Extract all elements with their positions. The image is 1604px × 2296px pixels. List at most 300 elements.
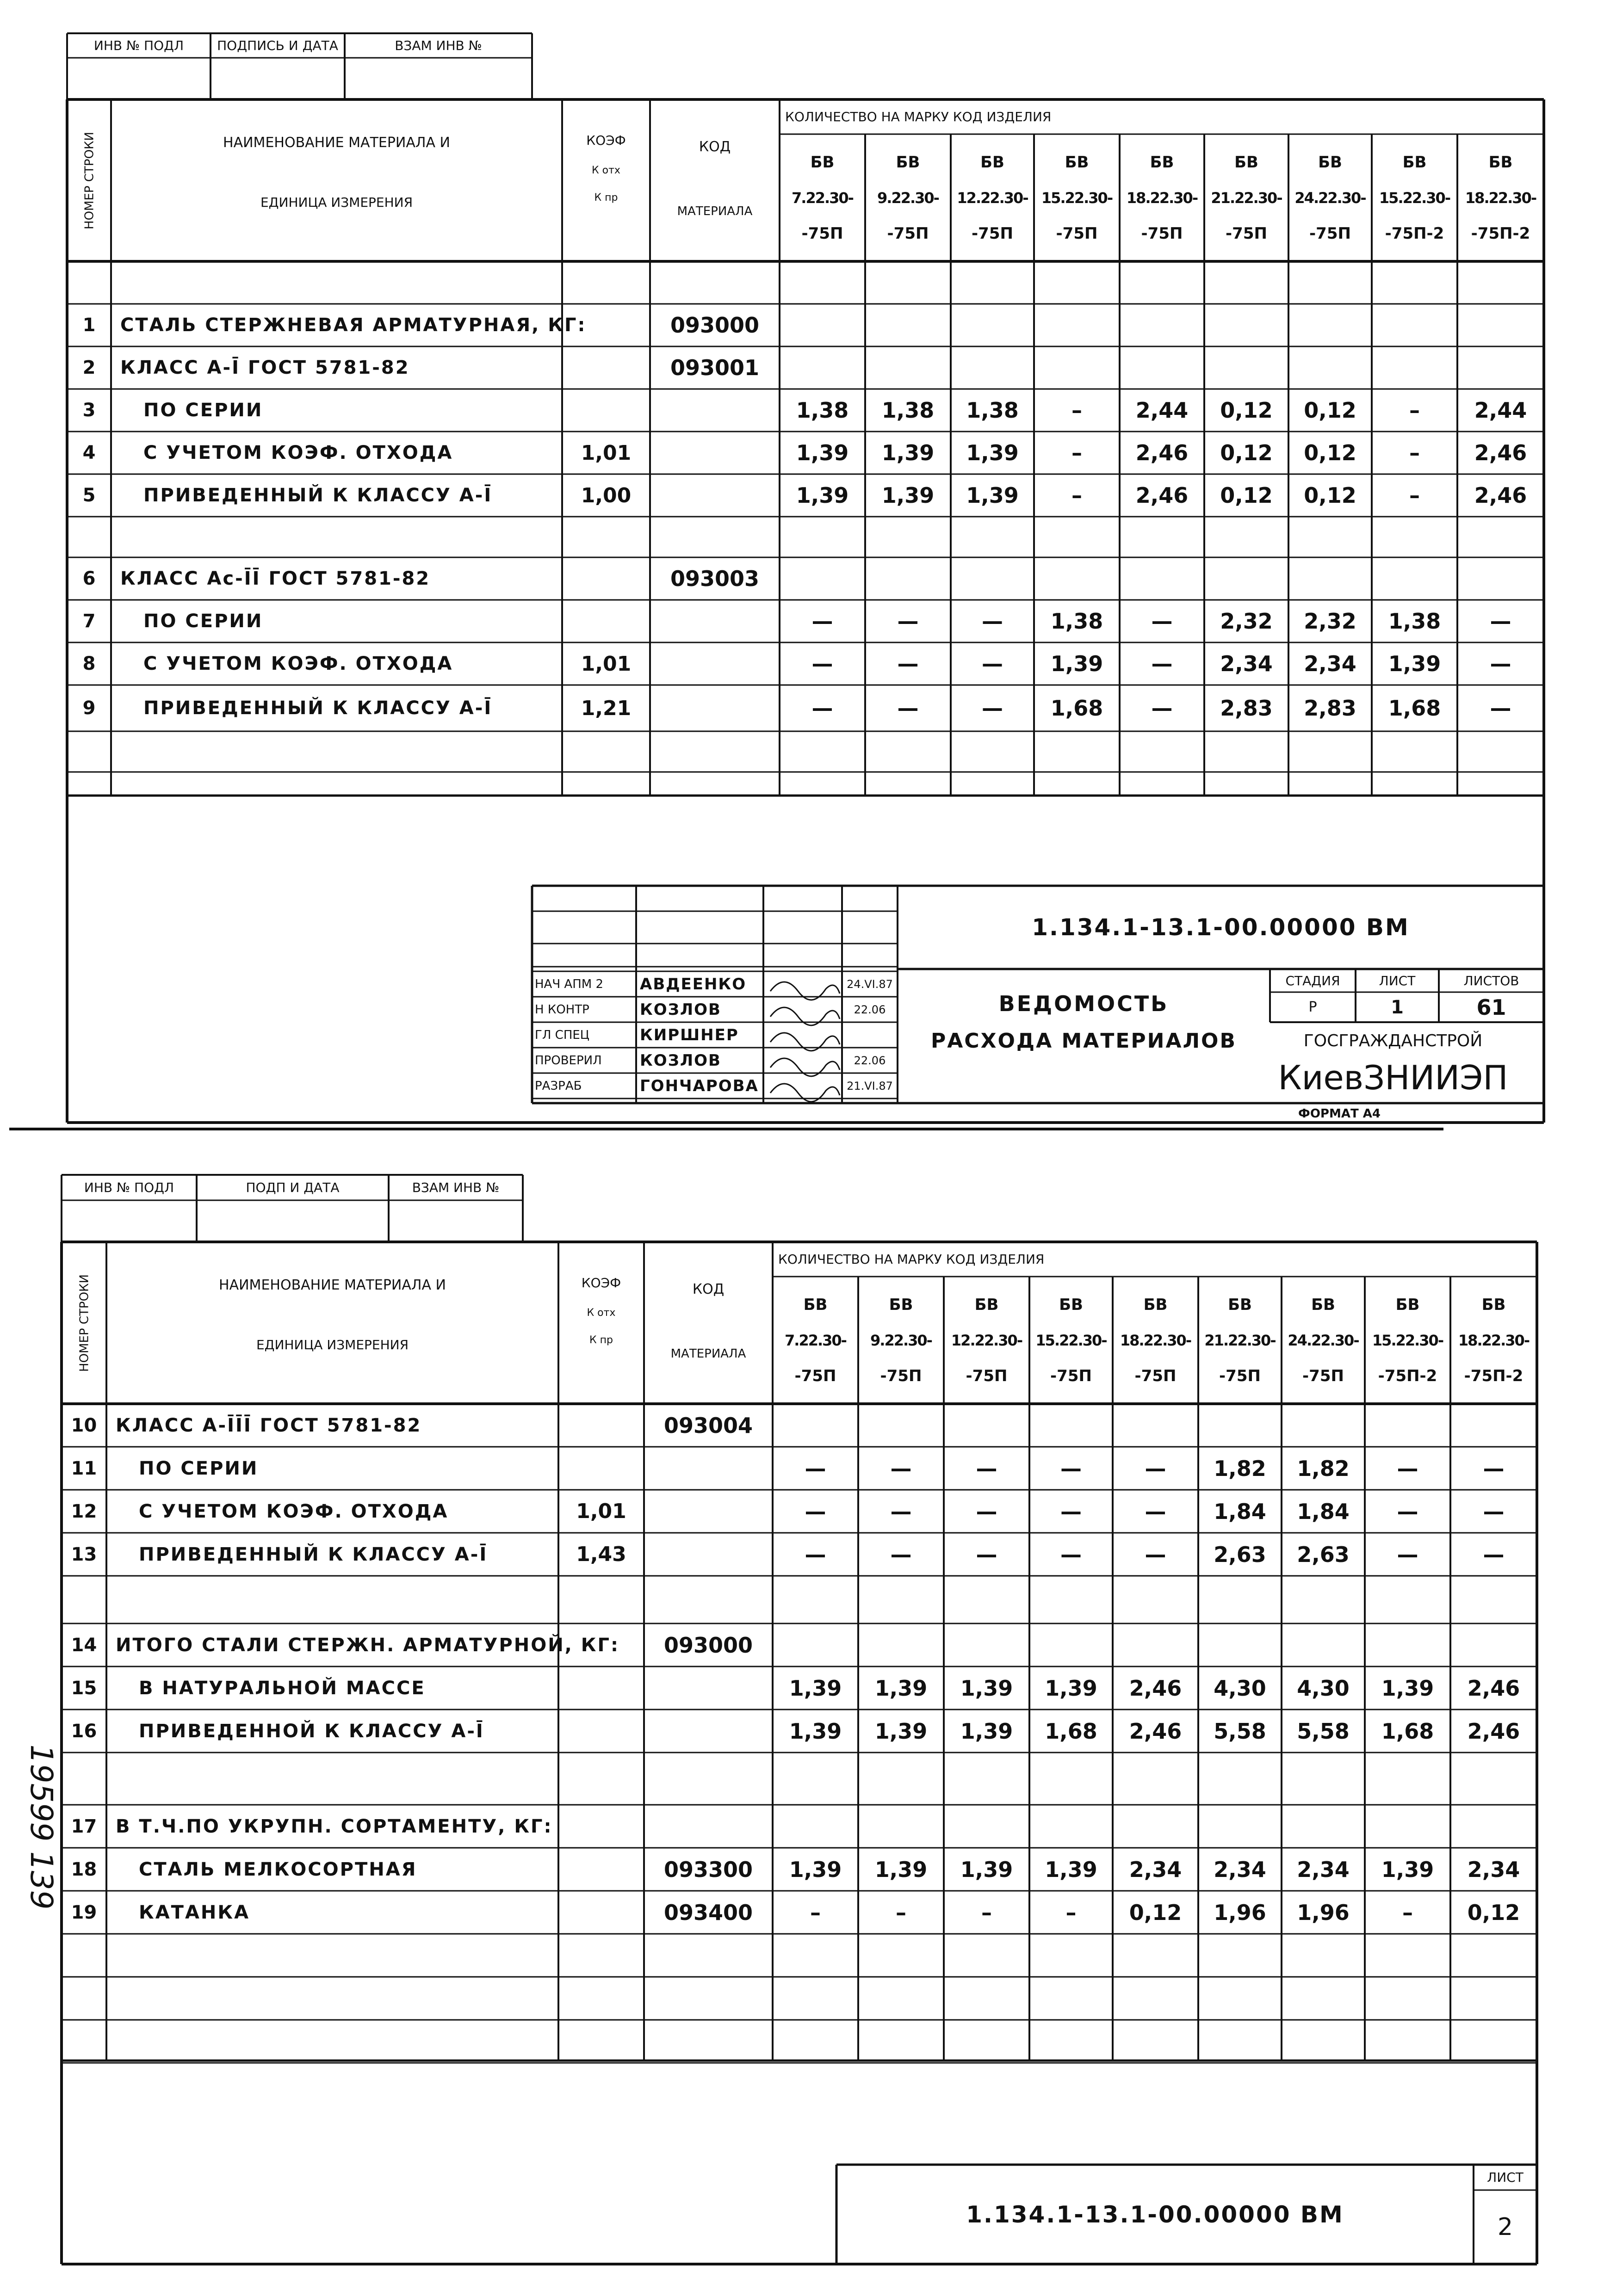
qty-value: 0,12 [1304,440,1356,465]
doc-title-line1: ВЕДОМОСТЬ [998,991,1169,1016]
mark-5-l3: -75П [1134,1366,1177,1385]
qty-value [773,1977,858,2020]
sheet-value: 1 [1391,996,1404,1018]
material-name [106,1576,558,1623]
mark-5-l1: БВ [1150,153,1174,172]
signer-name: АВДЕЕНКО [640,975,747,994]
qty-value: 2,44 [1474,398,1527,423]
qty-value: — [1060,1542,1082,1567]
qty-value: — [890,1542,912,1567]
stamp-header-1: ИНВ № ПОДЛ [93,38,184,53]
doc-code: 1.134.1-13.1-00.00000 ВМ [966,2201,1344,2228]
qty-value [1113,1404,1198,1447]
qty-value: 1,39 [1045,1675,1097,1701]
qty-value: — [1483,1499,1505,1524]
qty-value [1113,2020,1198,2063]
qty-value [1113,1805,1198,1848]
material-name: ПРИВЕДЕННЫЙ К КЛАССУ А-Ī [139,1543,488,1565]
qty-value: 5,58 [1297,1718,1350,1744]
qty-value: 1,39 [1050,651,1103,676]
row-number: 2 [82,357,96,378]
signer-name: КИРШНЕР [640,1025,739,1044]
material-name: С УЧЕТОМ КОЭФ. ОТХОДА [139,1500,449,1522]
sign-date: 22.06 [854,1054,886,1067]
qty-value: — [1060,1456,1082,1481]
qty-value: 2,32 [1304,609,1356,634]
qty-value: — [982,609,1003,634]
mark-7-l3: -75П [1309,224,1351,243]
qty-value [1029,1576,1113,1623]
qty-value: 0,12 [1220,440,1273,465]
qty-value [1365,1805,1450,1848]
code-header-line2: МАТЕРИАЛА [677,204,753,218]
qty-value [1029,1404,1113,1447]
row-number: 16 [71,1720,97,1742]
qty-value [1450,1977,1537,2020]
qty-value: 1,38 [881,398,935,423]
mark-2-l2: 9.22.30- [877,189,939,207]
qty-value: 1,82 [1214,1456,1266,1481]
qty-value [1365,1934,1450,1977]
row-number: 6 [82,568,96,589]
qty-value [1365,2020,1450,2063]
name-header-line1: НАИМЕНОВАНИЕ МАТЕРИАЛА И [219,1277,446,1293]
qty-value: — [1490,651,1511,676]
material-code [644,1934,773,1977]
qty-value: 1,39 [789,1718,842,1744]
mark-4-l3: -75П [1050,1366,1092,1385]
mark-9-l3: -75П-2 [1464,1366,1523,1385]
mark-1-l1: БВ [803,1295,828,1314]
qty-value [858,1934,944,1977]
coef-header: КОЭФ [586,132,626,148]
sheets-label: ЛИСТОВ [1463,973,1519,988]
coef-value: 1,00 [581,483,632,507]
qty-value [1029,1977,1113,2020]
material-code: 093300 [663,1857,753,1882]
qty-value: 1,39 [874,1675,928,1701]
qty-value: 1,38 [966,398,1019,423]
row-number [62,1753,106,1805]
mark-7-l1: БВ [1318,153,1342,172]
qty-value [1450,1576,1537,1623]
qty-value [858,2020,944,2063]
qty-value [1198,2020,1282,2063]
mark-3-l1: БВ [980,153,1004,172]
qty-value [944,1934,1029,1977]
code-header-line1: КОД [692,1281,725,1297]
coef-value [558,1848,644,1891]
qty-value: 1,39 [960,1718,1013,1744]
qty-value [1029,2020,1113,2063]
material-name: КЛАСС А-ĪĪĪ ГОСТ 5781-82 [116,1414,422,1436]
qty-value: 1,68 [1381,1718,1434,1744]
qty-value: – [1065,1900,1077,1925]
qty-value [1282,1977,1365,2020]
signer-role: ГЛ СПЕЦ [535,1028,589,1042]
material-code [644,1576,773,1623]
code-header-line2: МАТЕРИАЛА [670,1347,746,1361]
qty-value [944,1977,1029,2020]
mark-8-l2: 15.22.30- [1372,1331,1443,1349]
coef-value [558,2020,644,2063]
mark-7-l1: БВ [1311,1295,1335,1314]
row-number: 19 [71,1901,97,1923]
material-name [106,2020,558,2063]
qty-value [1029,1753,1113,1805]
name-header-line1: НАИМЕНОВАНИЕ МАТЕРИАЛА И [223,134,450,151]
coef-value [558,1977,644,2020]
coef-value [558,1447,644,1490]
coef-value [558,1623,644,1666]
material-code: 093004 [663,1413,753,1438]
coef-pr-header: К пр [594,192,618,204]
material-name [106,1977,558,2020]
code-header-line1: КОД [699,138,731,155]
sheets-value: 61 [1476,994,1506,1020]
material-name: КЛАСС А-Ī ГОСТ 5781-82 [120,357,410,378]
format-label: ФОРМАТ А4 [1298,1106,1381,1121]
qty-value: — [897,651,919,676]
qty-value: — [1145,1542,1166,1567]
qty-value: 1,84 [1297,1499,1350,1524]
mark-5-l2: 18.22.30- [1120,1331,1191,1349]
qty-value: 1,39 [796,483,849,508]
qty-value: – [1071,440,1082,465]
qty-value: 1,39 [1381,1675,1434,1701]
qty-value [1450,1753,1537,1805]
mark-8-l1: БВ [1402,153,1427,172]
qty-value: 0,12 [1220,483,1273,508]
mark-8-l3: -75П-2 [1385,224,1444,243]
coef-header: КОЭФ [581,1275,621,1290]
mark-2-l1: БВ [896,153,920,172]
coef-value [558,1404,644,1447]
qty-value: – [896,1900,906,1925]
qty-value: — [805,1456,826,1481]
signer-role: ПРОВЕРИЛ [535,1053,602,1068]
qty-value [773,1934,858,1977]
mark-1-l2: 7.22.30- [792,189,853,207]
qty-value [1029,1805,1113,1848]
stamp-header-1: ИНВ № ПОДЛ [84,1180,174,1195]
qty-value [1450,1404,1537,1447]
material-name: СТАЛЬ СТЕРЖНЕВАЯ АРМАТУРНАЯ, КГ: [120,315,587,336]
qty-value [858,1576,944,1623]
signer-name: КОЗЛОВ [640,1051,721,1070]
qty-value [1365,1576,1450,1623]
qty-value: — [1483,1542,1505,1567]
mark-2-l3: -75П [887,224,929,243]
qty-value: — [1397,1456,1418,1481]
qty-value [1198,1805,1282,1848]
qty-value: 1,39 [789,1675,842,1701]
qty-value: 1,39 [960,1857,1013,1882]
qty-value: 2,34 [1297,1857,1350,1882]
row-number: 18 [71,1858,97,1880]
stamp-header-2: ПОДПИСЬ И ДАТА [217,38,338,53]
mark-9-l1: БВ [1488,153,1513,172]
material-code [644,1490,773,1533]
row-number: 15 [71,1677,97,1699]
mark-2-l1: БВ [889,1295,913,1314]
material-code: 093000 [670,313,760,338]
coef-value [558,1891,644,1934]
qty-value [1113,1623,1198,1666]
row-number [62,2020,106,2063]
qty-value [1113,1934,1198,1977]
material-name: ПО СЕРИИ [143,611,263,632]
qty-value: 1,68 [1045,1718,1097,1744]
mark-8-l2: 15.22.30- [1379,189,1450,207]
qty-value: 1,68 [1388,696,1441,721]
coef-value: 1,21 [581,696,632,720]
qty-value [944,1623,1029,1666]
mark-9-l3: -75П-2 [1471,224,1530,243]
qty-value [1029,1623,1113,1666]
qty-value: — [1151,651,1173,676]
qty-value: — [897,696,919,721]
qty-value: 0,12 [1304,483,1356,508]
qty-value [1282,1805,1365,1848]
material-name: ПРИВЕДЕННОЙ К КЛАССУ А-Ī [139,1720,484,1742]
mark-3-l2: 12.22.30- [957,189,1028,207]
qty-value: — [1151,609,1173,634]
row-number: 11 [71,1457,97,1479]
qty-value: 2,63 [1214,1542,1266,1567]
row-number: 4 [82,442,96,463]
sheet-label: ЛИСТ [1487,2170,1523,2185]
signer-name: ГОНЧАРОВА [640,1076,759,1095]
mark-6-l3: -75П [1226,224,1267,243]
mark-5-l3: -75П [1141,224,1183,243]
mark-3-l1: БВ [974,1295,999,1314]
name-header-line2: ЕДИНИЦА ИЗМЕРЕНИЯ [256,1337,409,1352]
qty-value: 1,39 [874,1857,928,1882]
qty-value: 2,83 [1220,696,1273,721]
material-name: В НАТУРАЛЬНОЙ МАССЕ [139,1677,426,1699]
stamp-header-3: ВЗАМ ИНВ № [395,38,482,53]
qty-value: — [811,696,833,721]
qty-value: – [981,1900,992,1925]
row-number: 17 [71,1815,97,1837]
qty-value [1198,1753,1282,1805]
mark-1-l2: 7.22.30- [785,1331,846,1349]
material-name: В Т.Ч.ПО УКРУПН. СОРТАМЕНТУ, КГ: [116,1815,553,1837]
coef-value: 1,43 [576,1543,626,1566]
sign-date: 22.06 [854,1003,886,1016]
mark-4-l3: -75П [1056,224,1098,243]
org-name-2: КиевЗНИИЭП [1278,1058,1508,1097]
qty-value: 2,34 [1467,1857,1520,1882]
mark-1-l3: -75П [794,1366,836,1385]
qty-value: — [1490,609,1511,634]
row-number: 7 [82,611,96,632]
qty-value: — [805,1542,826,1567]
material-code: 093400 [663,1900,753,1925]
qty-value [858,1753,944,1805]
qty-value [1113,1576,1198,1623]
qty-value [1282,1623,1365,1666]
qty-value: 1,38 [1388,609,1441,634]
row-number: 5 [82,485,96,506]
row-number: 1 [82,315,96,336]
coef-otx-header: К отх [587,1307,616,1319]
qty-value: 1,39 [796,440,849,465]
material-code [644,1533,773,1576]
qty-value: 4,30 [1297,1675,1350,1701]
material-name: КЛАСС Ас-ĪĪ ГОСТ 5781-82 [120,568,431,589]
row-number: 10 [71,1414,97,1436]
coef-value: 1,01 [576,1500,626,1523]
qty-value: 2,46 [1135,440,1189,465]
qty-value: 1,39 [1381,1857,1434,1882]
qty-value: 1,39 [1388,651,1441,676]
material-code: 093000 [663,1632,753,1658]
material-code: 093001 [670,355,760,380]
mark-9-l1: БВ [1481,1295,1506,1314]
qty-value [944,1805,1029,1848]
qty-value: 1,39 [1045,1857,1097,1882]
material-name: С УЧЕТОМ КОЭФ. ОТХОДА [143,653,453,674]
qty-value: — [976,1542,997,1567]
qty-value: – [1402,1900,1413,1925]
row-number: 12 [71,1500,97,1522]
coef-value [558,1576,644,1623]
qty-value: 0,12 [1304,398,1356,423]
mark-6-l2: 21.22.30- [1211,189,1282,207]
qty-value [1198,1977,1282,2020]
qty-value: 2,46 [1474,440,1527,465]
mark-6-l1: БВ [1234,153,1258,172]
qty-value: 5,58 [1214,1718,1266,1744]
row-number: 3 [82,400,96,421]
coef-value [558,1934,644,1977]
qty-value: — [976,1499,997,1524]
qty-value [1450,1623,1537,1666]
doc-code: 1.134.1-13.1-00.00000 ВМ [1032,914,1410,941]
qty-value [1198,1934,1282,1977]
qty-value [1450,2020,1537,2063]
mark-2-l3: -75П [880,1366,922,1385]
mark-7-l2: 24.22.30- [1288,1331,1359,1349]
stamp-header-3: ВЗАМ ИНВ № [412,1180,500,1195]
mark-4-l2: 15.22.30- [1035,1331,1107,1349]
qty-value: 1,39 [881,440,935,465]
qty-value: — [1145,1499,1166,1524]
coef-value: 1,01 [581,652,632,676]
mark-4-l2: 15.22.30- [1041,189,1113,207]
row-number-header: НОМЕР СТРОКИ [82,131,96,229]
coef-value [558,1805,644,1848]
qty-value: – [1409,440,1420,465]
qty-value: 2,46 [1135,483,1189,508]
qty-value: 1,39 [789,1857,842,1882]
qty-value: 2,83 [1304,696,1356,721]
row-number-header: НОМЕР СТРОКИ [77,1274,91,1372]
signer-name: КОЗЛОВ [640,1000,721,1019]
mark-4-l1: БВ [1059,1295,1083,1314]
mark-5-l2: 18.22.30- [1126,189,1198,207]
qty-value: — [1145,1456,1166,1481]
qty-value: — [976,1456,997,1481]
qty-value [1282,1934,1365,1977]
qty-value: 1,96 [1297,1900,1350,1925]
qty-value: — [1060,1499,1082,1524]
mark-3-l3: -75П [966,1366,1008,1385]
mark-7-l2: 24.22.30- [1294,189,1366,207]
material-code [644,1447,773,1490]
mark-3-l3: -75П [972,224,1013,243]
margin-archive-note: 19599 139 [24,1744,60,1910]
qty-value: 1,39 [960,1675,1013,1701]
stamp-header-2: ПОДП И ДАТА [246,1180,340,1195]
mark-5-l1: БВ [1143,1295,1168,1314]
qty-value [1282,2020,1365,2063]
qty-value: — [811,651,833,676]
qty-value [773,1805,858,1848]
qty-value: – [1409,483,1420,508]
qty-value: — [890,1456,912,1481]
qty-value: 1,68 [1050,696,1103,721]
qty-value: — [811,609,833,634]
qty-value: 1,39 [874,1718,928,1744]
qty-value: 2,46 [1129,1675,1182,1701]
coef-otx-header: К отх [592,164,620,176]
qty-value: — [1490,696,1511,721]
qty-value [1450,1934,1537,1977]
sign-date: 24.VI.87 [847,977,893,991]
mark-3-l2: 12.22.30- [951,1331,1022,1349]
qty-value: 1,84 [1214,1499,1266,1524]
qty-value [773,1404,858,1447]
qty-value [1198,1404,1282,1447]
qty-value: 2,46 [1474,483,1527,508]
sheet-label: ЛИСТ [1379,973,1416,988]
qty-value [1113,1977,1198,2020]
material-name: ПО СЕРИИ [139,1457,259,1479]
qty-value [773,2020,858,2063]
row-number: 13 [71,1543,97,1565]
qty-value [944,1753,1029,1805]
qty-value: – [1071,398,1082,423]
qty-value: – [1409,398,1420,423]
qty-value: 2,44 [1135,398,1189,423]
qty-value: 2,34 [1220,651,1273,676]
coef-value: 1,01 [581,441,632,465]
mark-1-l1: БВ [810,153,835,172]
qty-value: 2,34 [1304,651,1356,676]
qty-value [1282,1404,1365,1447]
row-number [62,1977,106,2020]
qty-value [1365,1623,1450,1666]
material-code: 093003 [670,566,760,591]
row-number: 9 [82,697,96,719]
qty-value [1282,1753,1365,1805]
material-name: СТАЛЬ МЕЛКОСОРТНАЯ [139,1858,417,1880]
qty-value: 1,96 [1214,1900,1266,1925]
qty-value: 2,46 [1129,1718,1182,1744]
material-name: ПРИВЕДЕННЫЙ К КЛАССУ А-Ī [143,485,493,506]
org-name-1: ГОСГРАЖДАНСТРОЙ [1303,1031,1483,1050]
qty-value: — [1397,1542,1418,1567]
sign-date: 21.VI.87 [847,1079,893,1092]
stage-label: СТАДИЯ [1285,973,1340,988]
sheet-value: 2 [1497,2213,1513,2241]
qty-value: — [890,1499,912,1524]
qty-value [944,1576,1029,1623]
material-code [644,1977,773,2020]
